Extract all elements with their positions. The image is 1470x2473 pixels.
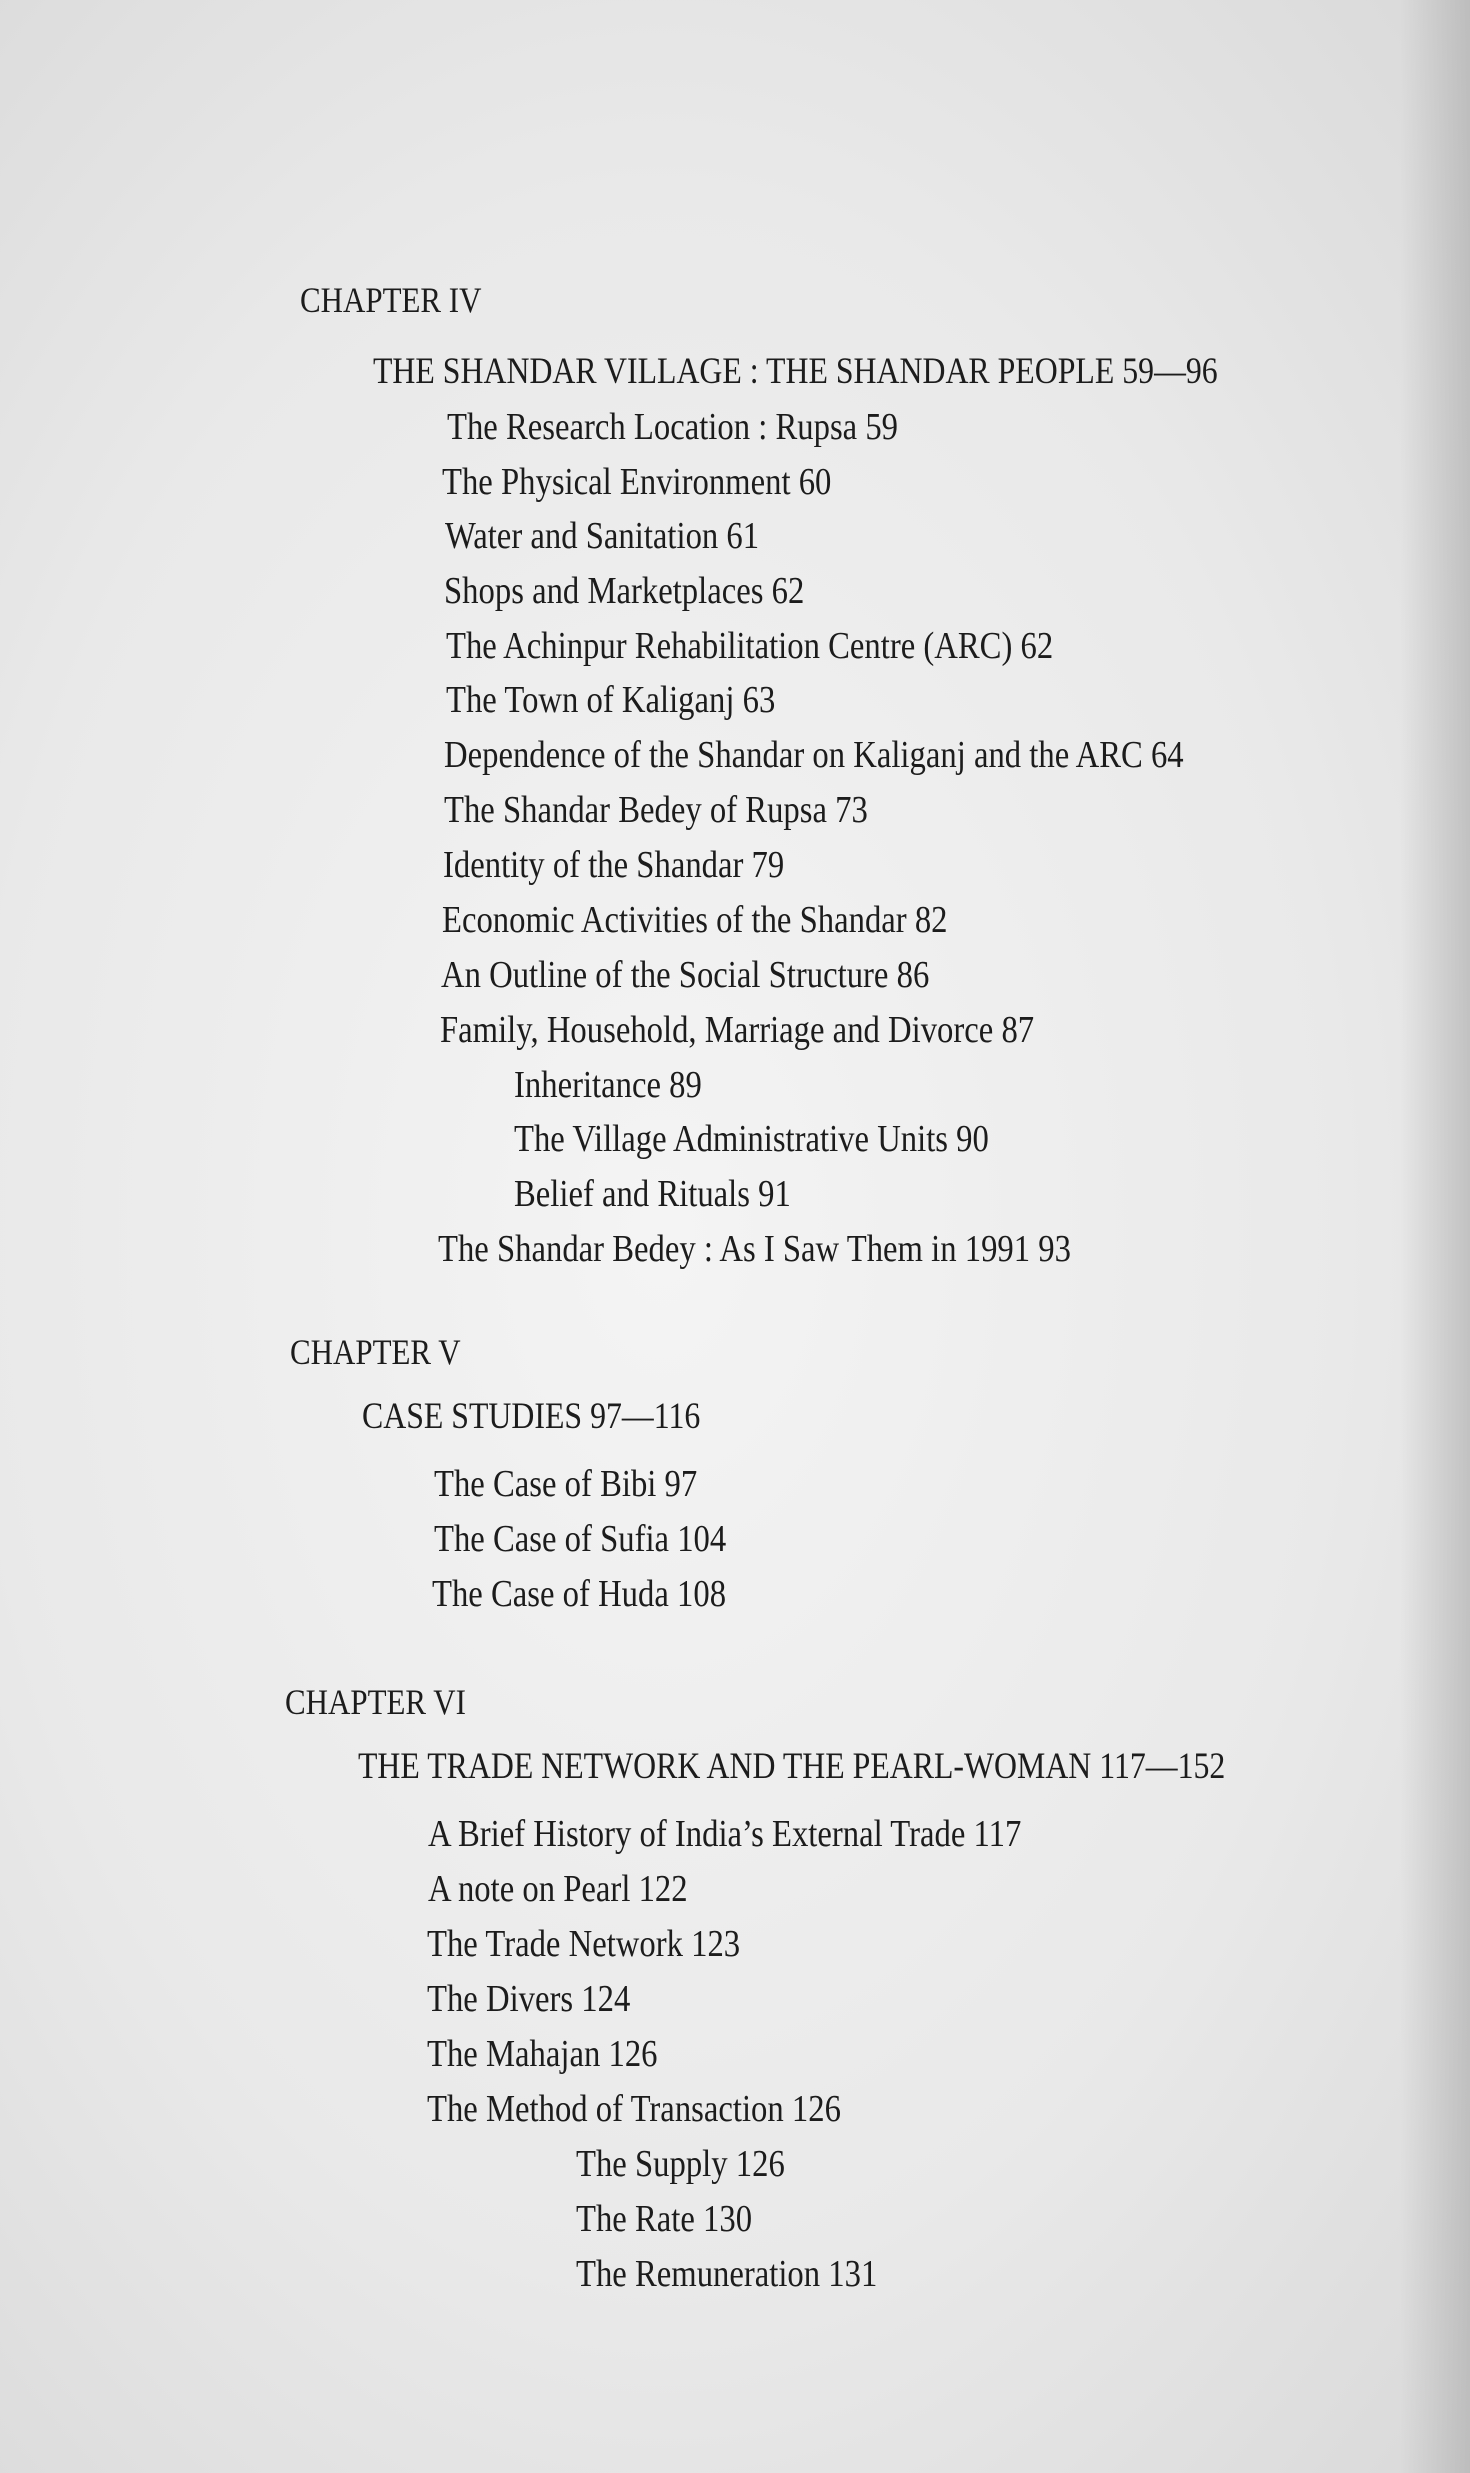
toc-entry: The Method of Transaction 126 <box>427 2088 841 2130</box>
toc-entry: The Physical Environment 60 <box>442 461 832 503</box>
chapter-title: THE SHANDAR VILLAGE : THE SHANDAR PEOPLE 59—96 <box>373 351 1218 392</box>
toc-entry: The Case of Sufia 104 <box>434 1518 727 1560</box>
chapter-label: CHAPTER V <box>290 1332 461 1372</box>
toc-subentry: The Village Administrative Units 90 <box>514 1118 989 1160</box>
toc-entry: A Brief History of India’s External Trade 117 <box>428 1813 1022 1855</box>
toc-subentry: Belief and Rituals 91 <box>514 1173 791 1215</box>
toc-entry: Family, Household, Marriage and Divorce 87 <box>440 1009 1035 1051</box>
toc-subentry: The Supply 126 <box>576 2143 785 2185</box>
toc-subentry: The Rate 130 <box>576 2198 753 2240</box>
toc-entry: An Outline of the Social Structure 86 <box>441 954 930 996</box>
toc-entry: The Research Location : Rupsa 59 <box>447 406 899 448</box>
toc-entry: The Shandar Bedey of Rupsa 73 <box>444 789 868 831</box>
toc-subentry: Inheritance 89 <box>514 1064 702 1106</box>
toc-entry: Identity of the Shandar 79 <box>443 844 785 886</box>
toc-entry: The Achinpur Rehabilitation Centre (ARC) 62 <box>446 625 1054 667</box>
toc-entry: The Mahajan 126 <box>427 2033 658 2075</box>
toc-entry: The Divers 124 <box>427 1978 631 2020</box>
toc-subentry: The Remuneration 131 <box>576 2253 878 2295</box>
chapter-label: CHAPTER IV <box>300 280 482 320</box>
toc-entry: The Town of Kaliganj 63 <box>446 679 776 721</box>
toc-entry: Economic Activities of the Shandar 82 <box>442 899 948 941</box>
toc-entry: Shops and Marketplaces 62 <box>444 570 805 612</box>
chapter-title: CASE STUDIES 97—116 <box>362 1396 701 1437</box>
toc-entry: The Case of Bibi 97 <box>434 1463 698 1505</box>
toc-entry: Water and Sanitation 61 <box>445 515 760 557</box>
toc-entry: A note on Pearl 122 <box>428 1868 688 1910</box>
toc-entry: Dependence of the Shandar on Kaliganj and the ARC 64 <box>444 734 1184 776</box>
chapter-title: THE TRADE NETWORK AND THE PEARL-WOMAN 117—152 <box>358 1746 1226 1787</box>
toc-entry: The Shandar Bedey : As I Saw Them in 1991 93 <box>438 1228 1071 1270</box>
toc-entry: The Case of Huda 108 <box>432 1573 727 1615</box>
toc-entry: The Trade Network 123 <box>427 1923 741 1965</box>
chapter-label: CHAPTER VI <box>285 1682 466 1722</box>
